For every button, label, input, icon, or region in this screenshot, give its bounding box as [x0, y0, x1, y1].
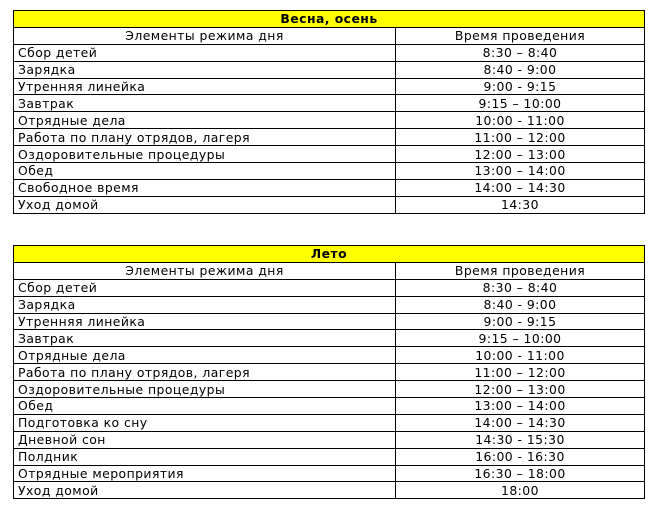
table-row	[14, 398, 645, 415]
table-row	[14, 61, 645, 78]
time-cell: 9:15 – 10:00	[396, 330, 645, 347]
time-cell: 11:00 – 12:00	[396, 364, 645, 381]
table-row	[14, 78, 645, 95]
time-cell: 12:00 – 13:00	[396, 146, 645, 163]
table-row	[14, 482, 645, 499]
table-header-row	[14, 262, 645, 279]
table-row	[14, 129, 645, 146]
activity-cell: Обед	[14, 163, 396, 180]
activity-cell: Оздоровительные процедуры	[14, 381, 396, 398]
activity-cell: Утренняя линейка	[14, 78, 396, 95]
activity-cell: Работа по плану отрядов, лагеря	[14, 129, 396, 146]
activity-cell: Обед	[14, 398, 396, 415]
column-header-time: Время проведения	[396, 262, 645, 279]
time-cell: 8:30 – 8:40	[396, 44, 645, 61]
time-cell: 8:40 - 9:00	[396, 61, 645, 78]
time-cell: 14:00 – 14:30	[396, 179, 645, 196]
activity-cell: Уход домой	[14, 196, 396, 213]
table-title-row	[14, 246, 645, 263]
table-title: Весна, осень	[14, 11, 645, 28]
activity-cell: Отрядные дела	[14, 112, 396, 129]
time-cell: 9:00 - 9:15	[396, 78, 645, 95]
activity-cell: Уход домой	[14, 482, 396, 499]
table-header-row	[14, 27, 645, 44]
activity-cell: Подготовка ко сну	[14, 414, 396, 431]
table-row	[14, 347, 645, 364]
table-row	[14, 279, 645, 296]
table-row	[14, 381, 645, 398]
activity-cell: Работа по плану отрядов, лагеря	[14, 364, 396, 381]
activity-cell: Завтрак	[14, 95, 396, 112]
time-cell: 9:00 - 9:15	[396, 313, 645, 330]
table-row	[14, 296, 645, 313]
column-header-activity: Элементы режима дня	[14, 262, 396, 279]
table-title-row	[14, 11, 645, 28]
activity-cell: Утренняя линейка	[14, 313, 396, 330]
time-cell: 14:30	[396, 196, 645, 213]
table-row	[14, 146, 645, 163]
activity-cell: Завтрак	[14, 330, 396, 347]
table-row	[14, 431, 645, 448]
activity-cell: Отрядные мероприятия	[14, 465, 396, 482]
table-row	[14, 196, 645, 213]
table-row	[14, 95, 645, 112]
time-cell: 8:30 – 8:40	[396, 279, 645, 296]
time-cell: 13:00 – 14:00	[396, 163, 645, 180]
table-row	[14, 112, 645, 129]
table-row	[14, 465, 645, 482]
activity-cell: Сбор детей	[14, 44, 396, 61]
activity-cell: Свободное время	[14, 179, 396, 196]
time-cell: 12:00 – 13:00	[396, 381, 645, 398]
activity-cell: Дневной сон	[14, 431, 396, 448]
time-cell: 10:00 - 11:00	[396, 112, 645, 129]
time-cell: 18:00	[396, 482, 645, 499]
table-row	[14, 414, 645, 431]
time-cell: 16:00 - 16:30	[396, 448, 645, 465]
time-cell: 10:00 - 11:00	[396, 347, 645, 364]
activity-cell: Сбор детей	[14, 279, 396, 296]
time-cell: 13:00 – 14:00	[396, 398, 645, 415]
column-header-time: Время проведения	[396, 27, 645, 44]
activity-cell: Зарядка	[14, 61, 396, 78]
table-row	[14, 313, 645, 330]
schedule-table-summer	[13, 245, 645, 499]
time-cell: 16:30 – 18:00	[396, 465, 645, 482]
activity-cell: Оздоровительные процедуры	[14, 146, 396, 163]
table-title: Лето	[14, 246, 645, 263]
time-cell: 14:00 – 14:30	[396, 414, 645, 431]
column-header-activity: Элементы режима дня	[14, 27, 396, 44]
table-row	[14, 44, 645, 61]
time-cell: 8:40 - 9:00	[396, 296, 645, 313]
table-row	[14, 163, 645, 180]
table-row	[14, 330, 645, 347]
activity-cell: Отрядные дела	[14, 347, 396, 364]
time-cell: 14:30 - 15:30	[396, 431, 645, 448]
activity-cell: Полдник	[14, 448, 396, 465]
table-row	[14, 364, 645, 381]
time-cell: 9:15 – 10:00	[396, 95, 645, 112]
activity-cell: Зарядка	[14, 296, 396, 313]
table-row	[14, 179, 645, 196]
schedule-table-spring-autumn	[13, 10, 645, 214]
time-cell: 11:00 – 12:00	[396, 129, 645, 146]
table-row	[14, 448, 645, 465]
